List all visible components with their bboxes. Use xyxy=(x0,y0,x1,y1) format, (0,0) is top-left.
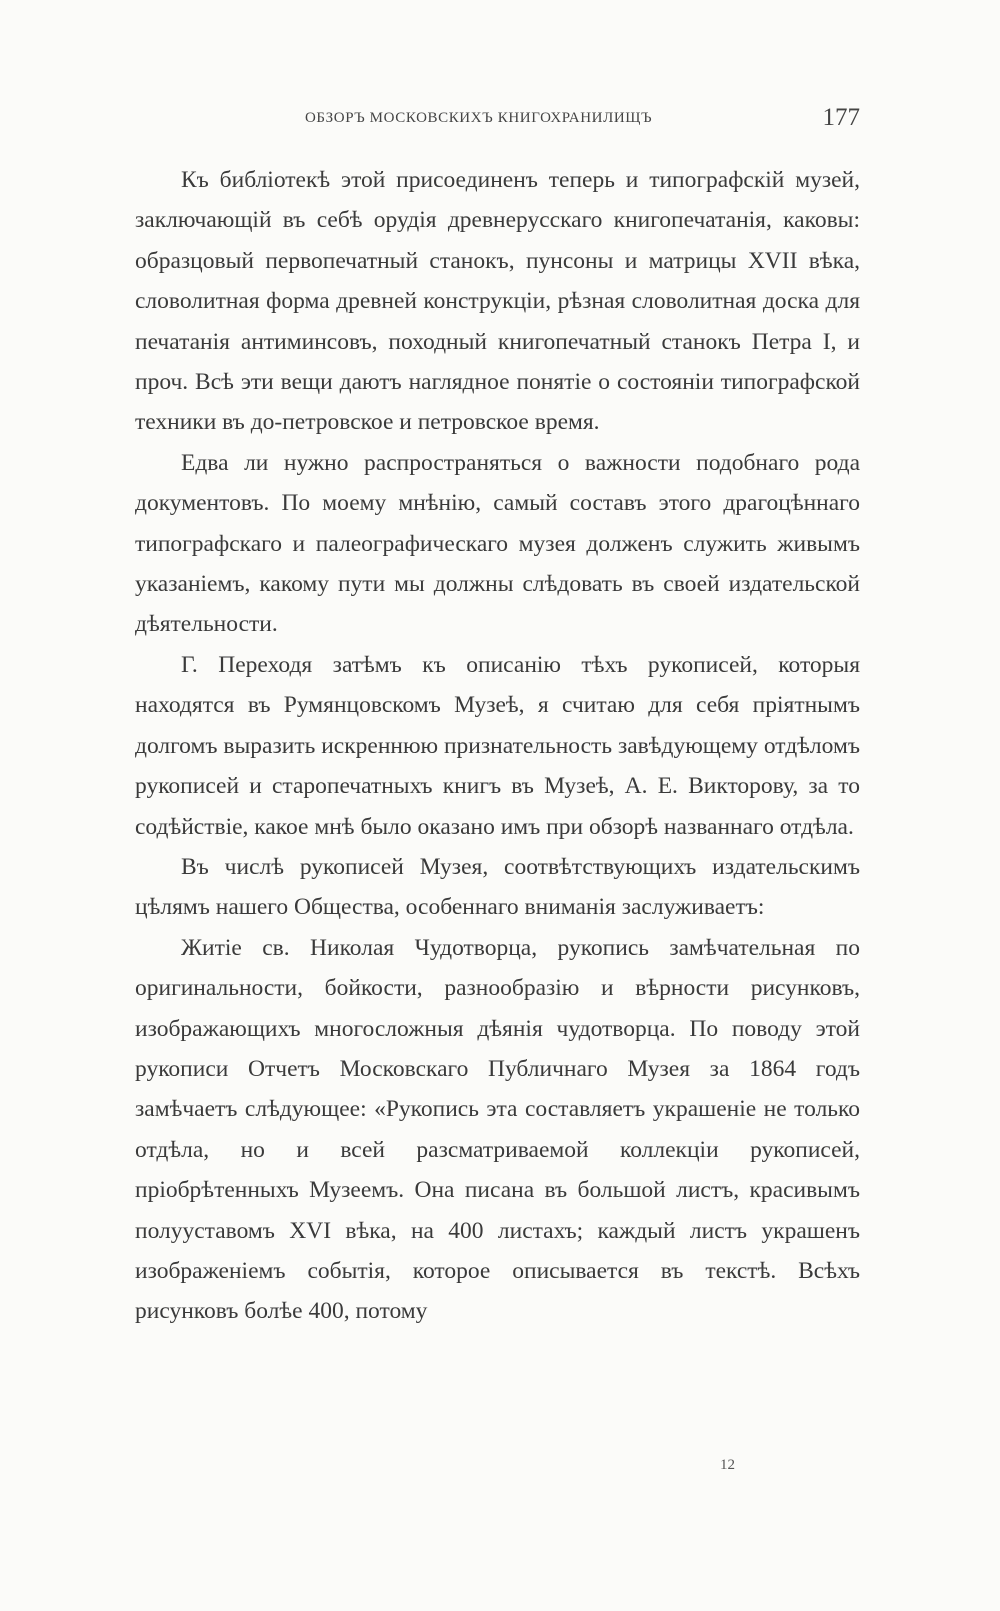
running-title: ОБЗОРЪ МОСКОВСКИХЪ КНИГОХРАНИЛИЩЪ xyxy=(305,110,653,126)
paragraph-importance: Едва ли нужно распространяться о важности подобнаго рода документовъ. По моему мнѣнію, самый составъ этого драгоцѣннаго типографскаго и палеографическаго музея долженъ служить живымъ указаніемъ, какому пути мы должны слѣдовать въ своей издательской дѣятельности. xyxy=(135,449,860,638)
paragraph-typography-museum: Къ библіотекѣ этой присоединенъ теперь и типографскій музей, заключающій въ себѣ орудія древнерусскаго книгопечатанія, каковы: образцовый первопечатный станокъ, пунсоны и матрицы XVII вѣка, словолитная форма древней конструкціи, рѣзная словолитная доска для печатанія антиминсовъ, походный книгопечатный станокъ Петра I, и проч. Всѣ эти вещи даютъ наглядное понятіе о состояніи типографской техники въ до-петровское и петровское время. xyxy=(135,167,860,436)
running-header xyxy=(135,104,860,134)
signature-mark: 12 xyxy=(720,1457,735,1473)
page-number: 177 xyxy=(822,104,860,131)
paragraph-manuscripts-intro: Въ числѣ рукописей Музея, соотвѣтствующихъ издательскимъ цѣлямъ нашего Общества, особеннаго вниманія заслуживаетъ: xyxy=(135,853,860,921)
body-text xyxy=(135,160,860,1332)
paragraph-rumyantsev-museum: Г. Переходя затѣмъ къ описанію тѣхъ рукописей, которыя находятся въ Румянцовскомъ Музеѣ, я считаю для себя пріятнымъ долгомъ выразить искреннюю признательность завѣдующему отдѣломъ рукописей и старопечатныхъ книгъ въ Музеѣ, А. Е. Викторову, за то содѣйствіе, какое мнѣ было оказано имъ при обзорѣ названнаго отдѣла. xyxy=(135,651,860,840)
paragraph-life-of-st-nicholas: Житіе св. Николая Чудотворца, рукопись замѣчательная по оригинальности, бойкости, разнообразію и вѣрности рисунковъ, изображающихъ многосложныя дѣянія чудотворца. По поводу этой рукописи Отчетъ Московскаго Публичнаго Музея за 1864 годъ замѣчаетъ слѣдующее: «Рукопись эта составляетъ украшеніе не только отдѣла, но и всей разсматриваемой коллекціи рукописей, пріобрѣтенныхъ Музеемъ. Она писана въ большой листъ, красивымъ полууставомъ XVI вѣка, на 400 листахъ; каждый листъ украшенъ изображеніемъ событія, которое описывается въ текстѣ. Всѣхъ рисунковъ болѣе 400, потому xyxy=(135,934,860,1325)
